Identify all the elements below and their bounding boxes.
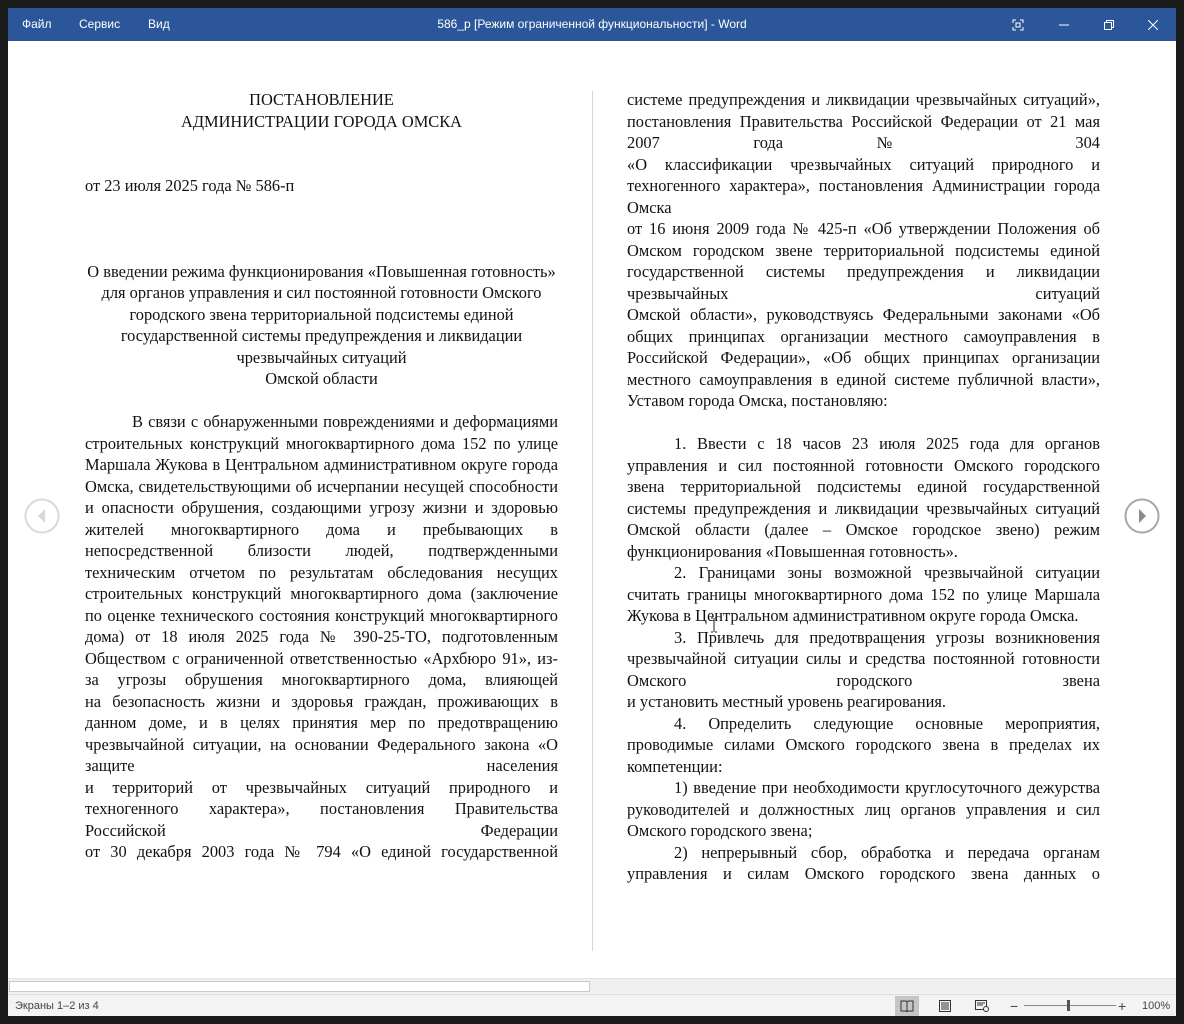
menu-view[interactable]: Вид: [148, 17, 170, 31]
item-3-continued: и установить местный уровень реагирования.: [627, 692, 946, 711]
status-bar: [8, 994, 1176, 1016]
restore-icon: [1104, 20, 1114, 30]
heading-authority: АДМИНИСТРАЦИИ ГОРОДА ОМСКА: [181, 111, 462, 131]
preamble-part-2: Маршала Жукова в Центральном административном округе города Омска, свидетельствующими об исчерпании несущей способности и опасности обрушения, создающими угрозу жизни и здоровью жителей многоквартирного дома и пребывающих в непосредственной близости людей, подтвержденными техническим отчетом по результатам обследования несущих строительных конструкций многоквартирного дома (заключение по оценке технического состояния конструкций многоквартирного дома) от 18 июля 2025 года № 390-25-ТО, подготовленным Обществом с ограниченной ответственностью «Архбюро 91», из-за угрозы обрушения многоквартирного дома, влияющей: [85, 455, 558, 689]
column-divider: [592, 91, 593, 951]
heading-title: ПОСТАНОВЛЕНИЕ: [249, 90, 394, 109]
zoom-in-button[interactable]: +: [1118, 998, 1127, 1014]
read-mode-button[interactable]: [895, 996, 919, 1016]
chevron-left-circle-icon: [24, 498, 60, 534]
text-cursor-icon: [709, 617, 719, 633]
previous-screen-button[interactable]: [24, 498, 60, 534]
spacer: [85, 132, 558, 175]
minimize-icon: [1059, 20, 1069, 30]
preamble-part-3: на безопасность жизни и здоровья граждан, проживающих в данном доме, и в целях принятия мер по предотвращению чрезвычайной ситуации, на основании Федерального закона «О защите населения: [85, 691, 558, 775]
preamble-part-7: «О классификации чрезвычайных ситуаций природного и техногенного характера», постановления Администрации города Омска: [627, 154, 1100, 217]
zoom-out-button[interactable]: −: [1010, 998, 1019, 1014]
preamble-part-1: В связи с обнаруженными повреждениями и деформациями строительных конструкций многоквартирного дома 152 по улице: [85, 412, 558, 453]
subject-line-1: О введении режима функционирования «Повышенная готовность»: [87, 261, 556, 281]
zoom-slider[interactable]: [1024, 1005, 1116, 1006]
subitem-1: 1) введение при необходимости круглосуточного дежурства руководителей и должностных лиц органов управления и сил Омского городского звена;: [627, 778, 1100, 840]
page-icon: [939, 1000, 951, 1012]
reading-area: [8, 41, 1176, 978]
title-bar: [8, 8, 1176, 41]
word-window: [8, 8, 1176, 1016]
book-icon: [900, 1000, 914, 1012]
next-screen-button[interactable]: [1124, 498, 1160, 534]
restore-button[interactable]: [1086, 8, 1132, 41]
chevron-right-circle-icon: [1124, 498, 1160, 534]
spacer: [85, 390, 558, 412]
preamble-part-9: Омской области», руководствуясь Федеральными законами «Об общих принципах организации местного самоуправления в Российской Федерации», «Об общих принципах организации местного самоуправления в единой системе публичной власти», Уставом города Омска, постановляю:: [627, 305, 1100, 410]
preamble-part-4: и территорий от чрезвычайных ситуаций природного и техногенного характера», постановления Правительства Российской Федерации: [85, 777, 558, 840]
document-date: от 23 июля 2025 года № 586-п: [85, 176, 295, 195]
focus-mode-icon: [1012, 19, 1024, 31]
screens-counter: Экраны 1–2 из 4: [15, 1000, 99, 1012]
minimize-button[interactable]: [1041, 8, 1087, 41]
window-title: 586_р [Режим ограниченной функциональности] - Word: [437, 17, 747, 31]
zoom-level[interactable]: 100%: [1142, 1000, 1171, 1012]
page-column-right: [627, 89, 1100, 885]
print-layout-button[interactable]: [933, 996, 957, 1016]
item-2: 2. Границами зоны возможной чрезвычайной ситуации считать границы многоквартирного дома 152 по улице Маршала Жукова в Центральном административном округе города Омска.: [627, 563, 1100, 625]
spacer: [85, 197, 558, 261]
preamble-part-6: системе предупреждения и ликвидации чрезвычайных ситуаций», постановления Правительства Российской Федерации от 21 мая 2007 года № 304: [627, 90, 1100, 152]
item-1: 1. Ввести с 18 часов 23 июля 2025 года для органов управления и сил постоянной готовности Омского городского звена территориальной подсистемы единой государственной системы предупреждения и ликвидации чрезвычайных ситуаций Омской области (далее – Омское городское звено) режим функционирования «Повышенная готовность».: [627, 434, 1100, 561]
web-layout-button[interactable]: [970, 996, 994, 1016]
subitem-2: 2) непрерывный сбор, обработка и передача органам управления и силам Омского городского звена данных о: [627, 842, 1100, 883]
horizontal-scrollbar[interactable]: [8, 978, 1176, 995]
close-button[interactable]: [1130, 8, 1176, 41]
preamble-part-8: от 16 июня 2009 года № 425-п «Об утверждении Положения об Омском городском звене территориальной подсистемы единой государственной системы предупреждения и ликвидации чрезвычайных ситуаций: [627, 219, 1100, 303]
zoom-slider-thumb[interactable]: [1067, 1000, 1070, 1011]
preamble-part-5: от 30 декабря 2003 года № 794 «О единой государственной: [85, 842, 558, 861]
scrollbar-thumb[interactable]: [9, 981, 590, 992]
item-3: 3. Привлечь для предотвращения угрозы возникновения чрезвычайной ситуации силы и средства постоянной готовности Омского городского звена: [627, 627, 1100, 690]
subject-line-2: для органов управления и сил постоянной готовности Омского городского звена территориальной подсистемы единой государственной системы предупреждения и ликвидации чрезвычайных ситуаций: [101, 283, 542, 367]
subject-line-3: Омской области: [265, 369, 378, 388]
web-layout-icon: [975, 1000, 989, 1012]
menu-tools[interactable]: Сервис: [79, 17, 121, 31]
spacer: [627, 412, 1100, 434]
close-icon: [1148, 20, 1158, 30]
page-column-left: [85, 89, 558, 863]
focus-mode-button[interactable]: [995, 8, 1041, 41]
item-4: 4. Определить следующие основные мероприятия, проводимые силами Омского городского звена в пределах их компетенции:: [627, 713, 1100, 776]
menu-file[interactable]: Файл: [22, 17, 52, 31]
